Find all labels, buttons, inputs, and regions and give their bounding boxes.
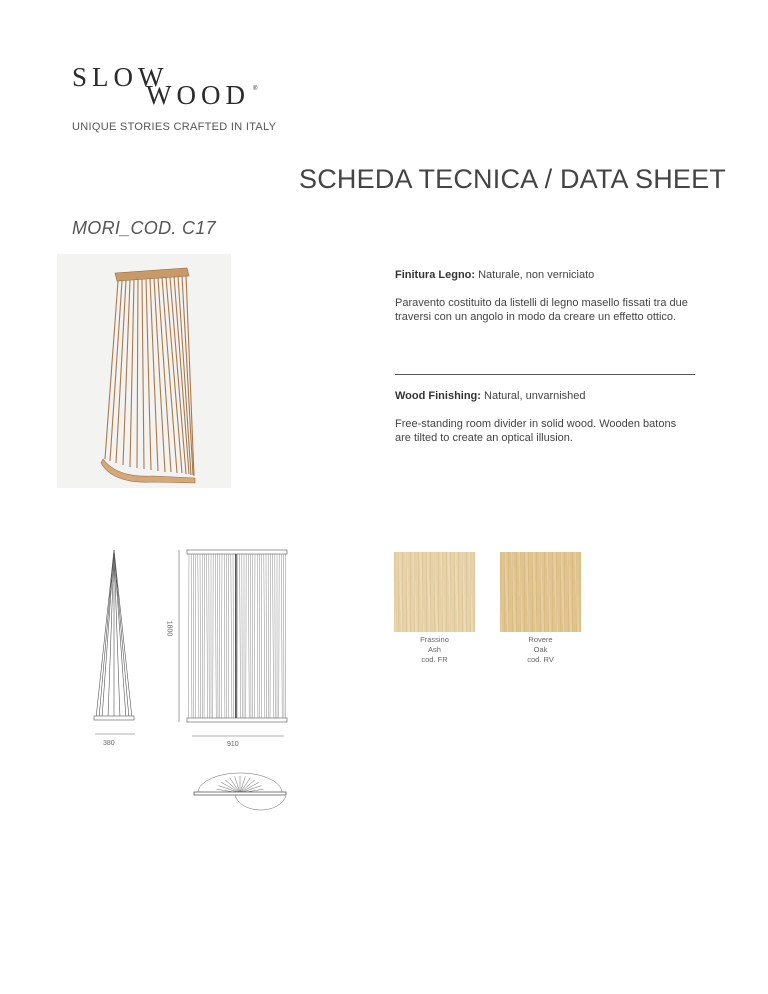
finish-it-label: Finitura Legno: [395, 269, 476, 281]
front-slat [281, 554, 282, 718]
finish-en [395, 389, 695, 403]
front-slat [224, 554, 225, 718]
finish-swatch-oak [500, 552, 581, 665]
page-title: SCHEDA TECNICA / DATA SHEET [299, 164, 726, 194]
front-slat [233, 554, 234, 718]
front-slat [191, 554, 192, 718]
finish-it-value: Naturale, non verniciato [478, 269, 595, 281]
product-photo [57, 254, 231, 488]
front-slat [264, 554, 265, 718]
front-view-drawing [186, 548, 288, 726]
width-dimension: 910 [227, 741, 239, 748]
width-dimension-line [192, 732, 284, 740]
height-dimension-line [174, 550, 184, 722]
description-en-text: Free-standing room divider in solid wood. Wooden batons are tilted to create an optical illusion. [395, 418, 677, 444]
finish-en-label: Wood Finishing: [395, 390, 481, 402]
front-slat [215, 554, 216, 718]
front-slat [240, 554, 241, 718]
front-slat [200, 554, 201, 718]
front-slat [188, 554, 189, 718]
brand-tagline: UNIQUE STORIES CRAFTED IN ITALY [72, 121, 277, 133]
room-divider-image [57, 254, 231, 488]
front-slat [266, 554, 267, 718]
depth-dimension: 380 [103, 740, 115, 747]
ash-name-it: Frassino [420, 635, 449, 644]
logo-wood-text: WOOD [146, 80, 250, 110]
finish-swatch-ash [394, 552, 475, 665]
depth-dimension-line [95, 730, 135, 738]
top-view-drawing [190, 772, 290, 816]
finish-it [395, 268, 695, 282]
front-slat [207, 554, 208, 718]
description-it-text: Paravento costituito da listelli di legno masello fissati tra due traversi con un angolo in modo da creare un effetto ottico. [395, 297, 688, 323]
height-dimension: 1800 [165, 620, 173, 637]
front-slat [221, 554, 222, 718]
side-view-drawing [90, 548, 140, 728]
ash-code: cod. FR [421, 655, 448, 664]
divider [395, 374, 695, 375]
front-slat [198, 554, 199, 718]
product-code: MORI_COD. C17 [72, 218, 216, 238]
logo-slow-text: SLOW [72, 62, 169, 92]
front-slat [248, 554, 249, 718]
ash-wood-texture [394, 552, 475, 632]
oak-code: cod. RV [527, 655, 554, 664]
front-slat [254, 554, 255, 718]
ash-name-en: Ash [428, 645, 441, 654]
oak-wood-texture [500, 552, 581, 632]
front-slat [257, 554, 258, 718]
oak-name-en: Oak [533, 645, 548, 654]
finish-en-value: Natural, unvarnished [484, 390, 586, 402]
registered-mark: ® [253, 86, 258, 92]
oak-name-it: Rovere [528, 635, 553, 644]
front-slat [231, 554, 232, 718]
front-slat [273, 554, 274, 718]
